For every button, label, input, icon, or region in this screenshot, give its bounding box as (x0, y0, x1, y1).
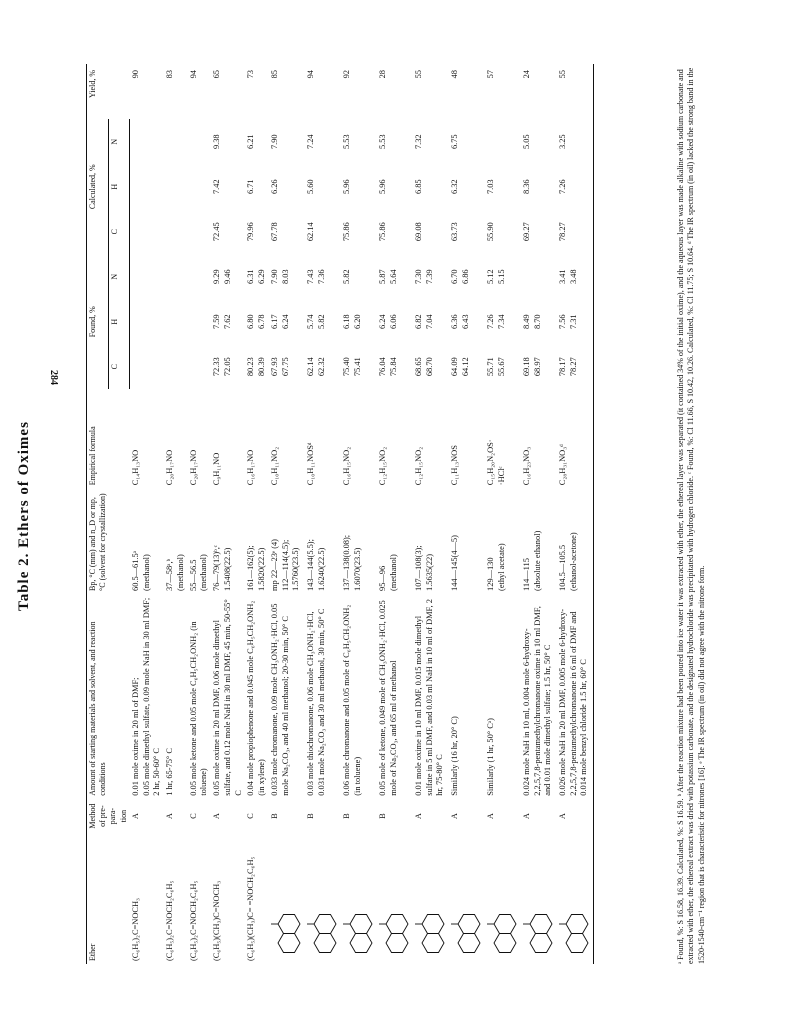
ether-cell: (C₆H₅)₂C=NOCH₂C₆H₅ (188, 880, 198, 961)
bp-cell: 60.5—61.5ᵃ (methanol) (130, 550, 151, 591)
table-row (305, 64, 341, 964)
formula-cell: C₂₀H₁₇NO (165, 449, 175, 486)
calc-n-cell: 7.32 (413, 134, 423, 150)
method-cell: A (130, 813, 140, 820)
amount-cell: Similarly (1 hr, 50° Cᵃ) (485, 718, 495, 796)
found-c-cell: 75.40 75.41 (341, 357, 362, 377)
table-row (485, 64, 521, 964)
calc-c-cell: 55.90 (485, 222, 495, 242)
formula-cell: C₁₀H₁₁NO₂ (269, 446, 279, 486)
amount-cell: 0.03 mole thiochromanone, 0.06 mole CH₃ONH₂·HCl, 0.031 mole Na₂CO₃ and 30 ml methanol, 30 min, 50° C (305, 608, 326, 796)
found-n-cell: 6.70 6.86 (449, 269, 470, 285)
calc-h-cell: 5.60 (305, 179, 315, 195)
found-c-cell: 62.14 62.32 (305, 357, 326, 377)
table-title: Table 2. Ethers of Oximes (16, 421, 32, 611)
calc-h-cell (164, 164, 188, 209)
found-c-cell: 69.18 68.97 (521, 357, 542, 377)
calc-n-cell (188, 119, 212, 164)
found-n-cell (130, 254, 164, 299)
ether-structure (341, 833, 377, 964)
found-n-cell: 7.43 7.36 (305, 269, 326, 285)
calc-c-cell: 78.27 (557, 209, 594, 254)
bp-cell: 161—162(5); 1.5820(22.5) (246, 545, 267, 591)
bp-cell: 76—79(13)ᵇ,ᶜ 1.5408(22.5) (212, 545, 232, 591)
yield-cell: 55 (413, 70, 423, 79)
header-found-c: C (108, 344, 130, 389)
found-h-cell: 6.18 6.20 (341, 314, 362, 330)
table-row (164, 64, 188, 964)
ether-structure (377, 833, 413, 964)
calc-c-cell: 75.86 (341, 222, 351, 242)
method-cell: B (377, 813, 387, 819)
chemical-structure-drawing (270, 865, 304, 961)
header-calc-h: H (108, 164, 130, 209)
calc-c-cell: 69.27 (521, 222, 531, 242)
formula-cell: C₁₄H₁₃NO (130, 449, 140, 486)
bp-cell: 114—115 (absolute ethanol) (521, 530, 542, 591)
found-h-cell (188, 299, 212, 344)
chemical-structure-drawing (558, 865, 592, 961)
method-cell: B (341, 813, 351, 819)
ether-cell: (C₆H₅)₂C=NOCH₂C₆H₅ (165, 880, 175, 961)
method-cell: C (188, 813, 198, 819)
header-yield: Yield, % (87, 64, 130, 119)
yield-cell: 24 (521, 70, 531, 79)
found-n-cell: 5.12 5.15 (485, 269, 506, 285)
found-n-cell: 5.82 (341, 269, 351, 285)
found-c-cell: 80.23 80.39 (246, 357, 267, 377)
calc-n-cell: 7.90 (269, 134, 279, 150)
found-n-cell (164, 254, 188, 299)
method-cell: A (165, 813, 175, 820)
found-h-cell (164, 299, 188, 344)
calc-n-cell (164, 119, 188, 164)
calc-h-cell (130, 164, 164, 209)
found-c-cell: 68.65 68.70 (413, 357, 434, 377)
table-row (521, 64, 557, 964)
amount-cell: 0.026 mole NaH in 20 ml DMF, 0.005 mole 6-hydroxy-2,2,5,7,8-pentamethylchromanone in 6 ml of DMF and 0.014 mole benzyl chloride 1.5 hr, 60° C (557, 594, 594, 799)
yield-cell: 55 (557, 64, 594, 119)
yield-cell: 92 (341, 70, 351, 79)
ether-structure (449, 833, 485, 964)
method-cell: A (521, 813, 531, 820)
found-n-cell: 7.90 8.03 (269, 269, 290, 285)
table-row (413, 64, 449, 964)
formula-cell: C₁₅H₂₀N₂OS· ·HClᶜ (485, 439, 506, 486)
header-method: Method of pre- para- tion (87, 799, 130, 834)
calc-h-cell: 8.36 (521, 179, 531, 195)
bp-cell: 137—138(0.08); 1.6070(23.5) (341, 534, 362, 591)
calc-h-cell: 5.96 (377, 179, 387, 195)
table-row (269, 64, 305, 964)
found-c-cell: 76.04 75.84 (377, 357, 398, 377)
amount-cell: 0.024 mole NaH in 10 ml, 0.004 mole 6-hydroxy-2,2,5,7,8-pentamethylchromanone oxime in 10 ml DMF, and 0.01 mole dimethyl sulfate; 1.5 hr, 50° C (521, 606, 553, 796)
chemical-structure-drawing (450, 865, 484, 961)
found-h-cell: 6.80 6.78 (246, 314, 267, 330)
bp-cell: mp 22—23ᵉ (4) 112—114(4.5); 1.5760(23.5) (269, 539, 301, 591)
calc-n-cell: 5.53 (377, 134, 387, 150)
table-row (557, 64, 594, 964)
table-row (245, 64, 269, 964)
yield-cell: 94 (305, 70, 315, 79)
bp-cell: 144—145(4—5) (449, 535, 459, 591)
calc-c-cell: 67.78 (269, 222, 279, 242)
formula-cell: C₁₆H₁₅NO₂ (341, 446, 351, 486)
found-h-cell: 6.82 7.04 (413, 314, 434, 330)
found-h-cell: 6.36 6.43 (449, 314, 470, 330)
calc-n-cell: 6.75 (449, 134, 459, 150)
found-c-cell (188, 344, 212, 389)
header-calculated: Calculated, % (87, 119, 109, 254)
found-h-cell: 7.59 7.62 (212, 314, 232, 330)
bp-cell: 107—108(3); 1.5635(22) (413, 545, 434, 591)
calc-h-cell: 7.03 (485, 179, 495, 195)
found-h-cell: 7.26 7.34 (485, 314, 506, 330)
found-h-cell (130, 299, 164, 344)
calc-n-cell (130, 119, 164, 164)
calc-c-cell: 72.45 (212, 222, 222, 242)
ether-cell: (C₆H₅)₂C=NOCH₃ (130, 898, 140, 961)
method-cell: A (449, 813, 459, 820)
ether-structure (485, 833, 521, 964)
ether-structure (269, 833, 305, 964)
table-row (377, 64, 413, 964)
chemical-structure-drawing (522, 865, 556, 961)
formula-cell: C₂₀H₁₇NO (188, 449, 198, 486)
bp-cell: 55—56.5 (methanol) (188, 554, 209, 591)
calc-h-cell: 6.32 (449, 179, 459, 195)
ether-cell: (C₆H₅)(CH₃)C=NOCH₃ (212, 880, 222, 961)
calc-n-cell: 9.38 (212, 134, 222, 150)
header-calc-n: N (108, 119, 130, 164)
header-found: Found, % (87, 254, 109, 389)
found-n-cell: 6.31 6.29 (246, 269, 267, 285)
found-h-cell: 7.56 7.31 (557, 299, 594, 344)
ether-structure (557, 833, 594, 964)
formula-cell: C₁₁H₁₃NOS (449, 445, 459, 486)
calc-h-cell: 6.26 (269, 179, 279, 195)
formula-cell: C₁₀H₁₁NOSᵈ (305, 442, 315, 486)
header-found-h: H (108, 299, 130, 344)
table-row (130, 64, 164, 964)
calc-c-cell (130, 209, 164, 254)
amount-cell: 0.01 mole oxime in 20 ml of DMF; 0.05 mole dimethyl sulfate, 0.09 mole NaH in 30 ml DMF; 2 hr, 50-60° C (130, 597, 162, 796)
calc-c-cell (188, 209, 212, 254)
table-body (130, 64, 594, 964)
yield-cell: 28 (377, 70, 387, 79)
amount-cell: 0.01 mole oxime in 10 ml DMF, 0.015 mole dimethyl sulfate in 5 ml DMF, and 0.03 ml NaH in 10 ml of DMF, 2 hr, 75-80° C (413, 599, 445, 796)
yield-cell: 85 (269, 70, 279, 79)
found-n-cell (521, 254, 557, 299)
calc-c-cell: 79.96 (246, 222, 256, 242)
yield-cell: 83 (165, 70, 175, 79)
calc-c-cell (164, 209, 188, 254)
header-bp: Bp, °C (mm) and n_D or mp, °C (solvent for crystallization) (87, 488, 130, 594)
calc-c-cell: 62.14 (305, 222, 315, 242)
method-cell: B (269, 813, 279, 819)
ethers-of-oximes-table (86, 64, 594, 964)
found-n-cell: 3.41 3.48 (557, 254, 594, 299)
yield-cell: 48 (449, 70, 459, 79)
found-n-cell (188, 254, 212, 299)
ether-structure (521, 833, 557, 964)
calc-h-cell: 6.71 (246, 179, 256, 195)
yield-cell: 94 (188, 70, 198, 79)
yield-cell: 73 (246, 70, 256, 79)
header-calc-c: C (108, 209, 130, 254)
calc-h-cell: 6.85 (413, 179, 423, 195)
calc-c-cell: 63.73 (449, 222, 459, 242)
header-formula: Empirical formula (87, 389, 130, 488)
calc-n-cell: 5.05 (521, 134, 531, 150)
page-number: 284 (48, 370, 59, 385)
amount-cell: 1 hr, 65-75° C (165, 748, 175, 796)
amount-cell: 0.06 mole chromanone and 0.05 mole of C₆H₅CH₂ONH₂ (in toluene) (341, 604, 362, 796)
found-n-cell: 7.30 7.39 (413, 269, 434, 285)
amount-cell: Similarly (16 hr, 20° C) (449, 716, 459, 796)
bp-cell: 104.5—105.5 (ethanol-acetone) (557, 488, 594, 594)
calc-n-cell (485, 119, 521, 164)
found-c-cell (130, 344, 164, 389)
formula-cell: C₁₂H₁₅NO₂ (413, 446, 423, 486)
table-row (341, 64, 377, 964)
calc-h-cell (188, 164, 212, 209)
found-c-cell: 67.93 67.75 (269, 357, 290, 377)
found-c-cell: 55.71 55.67 (485, 357, 506, 377)
calc-n-cell: 5.53 (341, 134, 351, 150)
calc-h-cell: 7.26 (557, 164, 594, 209)
found-c-cell (164, 344, 188, 389)
amount-cell: 0.033 mole chromanone, 0.09 mole CH₃ONH₂·HCl, 0.05 mole Na₂CO₃, and 40 ml methanol; 20-30 min, 50° C (269, 603, 290, 796)
found-n-cell: 5.87 5.64 (377, 269, 398, 285)
footnotes: ᵃ Found, %: S 16.58, 16.39. Calculated, %: S 16.59. ᵇ After the reaction mixture had been poured into ice water it was extracted with ether, the ethereal layer was separated (it contained 34% of the initial oxime), and the aqueous layer was made alkaline with sodium carbonate and extracted with ether, the ethereal extract was dried with potassium carbonate, and the designated hydrochloride was precipitated with hydrogen chloride. ᶜ Found, %: Cl 11.66, S 10.42, 10.26. Calculated, %: Cl 11.75; S 10.64. ᵈ The IR spectrum (in oil) lacked the strong band in the 1520-1540-cm⁻¹ region that is characteristic for nitrones [16]. ᵉ The IR spectrum (in oil) did not agree with the nitrone form. (676, 67, 706, 964)
calc-h-cell: 5.96 (341, 179, 351, 195)
amount-cell: 0.04 mole propiophenone and 0.045 mole C₆H₅CH₂ONH₂ (in xylene) (246, 600, 267, 796)
amount-cell: 0.05 mole ketone and 0.05 mole C₆H₅CH₂ONH₂ (in toluene) (188, 621, 209, 796)
header-found-n: N (108, 254, 130, 299)
found-h-cell: 5.74 5.82 (305, 314, 326, 330)
formula-cell: C₂₈H₃₁NO₃ᵈ (557, 389, 594, 488)
formula-cell: C₁₆H₁₇NO (246, 449, 256, 486)
found-h-cell: 6.17 6.24 (269, 314, 290, 330)
yield-cell: 65 (212, 70, 222, 79)
yield-cell: 90 (130, 70, 140, 79)
calc-h-cell: 7.42 (212, 179, 222, 195)
bp-cell: 129—130 (ethyl acetate) (485, 543, 506, 591)
chemical-structure-drawing (306, 865, 340, 961)
found-h-cell: 6.24 6.06 (377, 314, 398, 330)
found-c-cell: 72.33 72.05 (212, 357, 232, 377)
found-c-cell: 78.17 78.27 (557, 344, 594, 389)
method-cell: C (246, 813, 256, 819)
calc-c-cell: 69.08 (413, 222, 423, 242)
method-cell: A (557, 799, 594, 834)
calc-c-cell: 75.86 (377, 222, 387, 242)
method-cell: A (485, 813, 495, 820)
bp-cell: 95—96 (methanol) (377, 554, 398, 591)
header-ether: Ether (87, 833, 130, 964)
ether-structure (305, 833, 341, 964)
table-row (211, 64, 245, 964)
found-n-cell: 9.29 9.46 (212, 269, 232, 285)
formula-cell: C₁₂H₁₅NO₂ (377, 446, 387, 486)
table-row (449, 64, 485, 964)
yield-cell: 57 (485, 70, 495, 79)
formula-cell: C₉H₁₁NO (212, 452, 222, 486)
found-c-cell: 64.09 64.12 (449, 357, 470, 377)
formula-cell: C₁₆H₂₃NO₃ (521, 446, 531, 486)
chemical-structure-drawing (486, 865, 520, 961)
bp-cell: 37—58ᵃ,ᵇ (methanol) (165, 554, 185, 591)
amount-cell: 0.05 mole of ketone, 0.049 mole of CH₃ONH₂·HCl, 0.025 mole of Na₂CO₃, and 65 ml of methanol (377, 600, 398, 796)
table-row (188, 64, 212, 964)
method-cell: A (413, 813, 423, 820)
bp-cell: 143—144(5.5); 1.6240(22.5) (305, 539, 326, 591)
calc-n-cell: 3.25 (557, 119, 594, 164)
chemical-structure-drawing (414, 865, 448, 961)
header-amount: Amount of starting materials and solvent, and reaction conditions (87, 594, 130, 799)
chemical-structure-drawing (342, 865, 376, 961)
ether-structure (413, 833, 449, 964)
calc-n-cell: 7.24 (305, 134, 315, 150)
chemical-structure-drawing (378, 865, 412, 961)
method-cell: A (212, 813, 222, 820)
found-h-cell: 8.49 8.70 (521, 314, 542, 330)
amount-cell: 0.05 mole oxime in 20 ml DMF, 0.06 mole dimethyl sulfate, and 0.12 mole NaH in 30 ml DMF, 45 min, 50-55° C (212, 599, 243, 796)
method-cell: B (305, 813, 315, 819)
calc-n-cell: 6.21 (246, 134, 256, 150)
ether-cell: (C₆H₅)(CH₃)C= =NOCH₂C₆H₅ (246, 856, 256, 961)
